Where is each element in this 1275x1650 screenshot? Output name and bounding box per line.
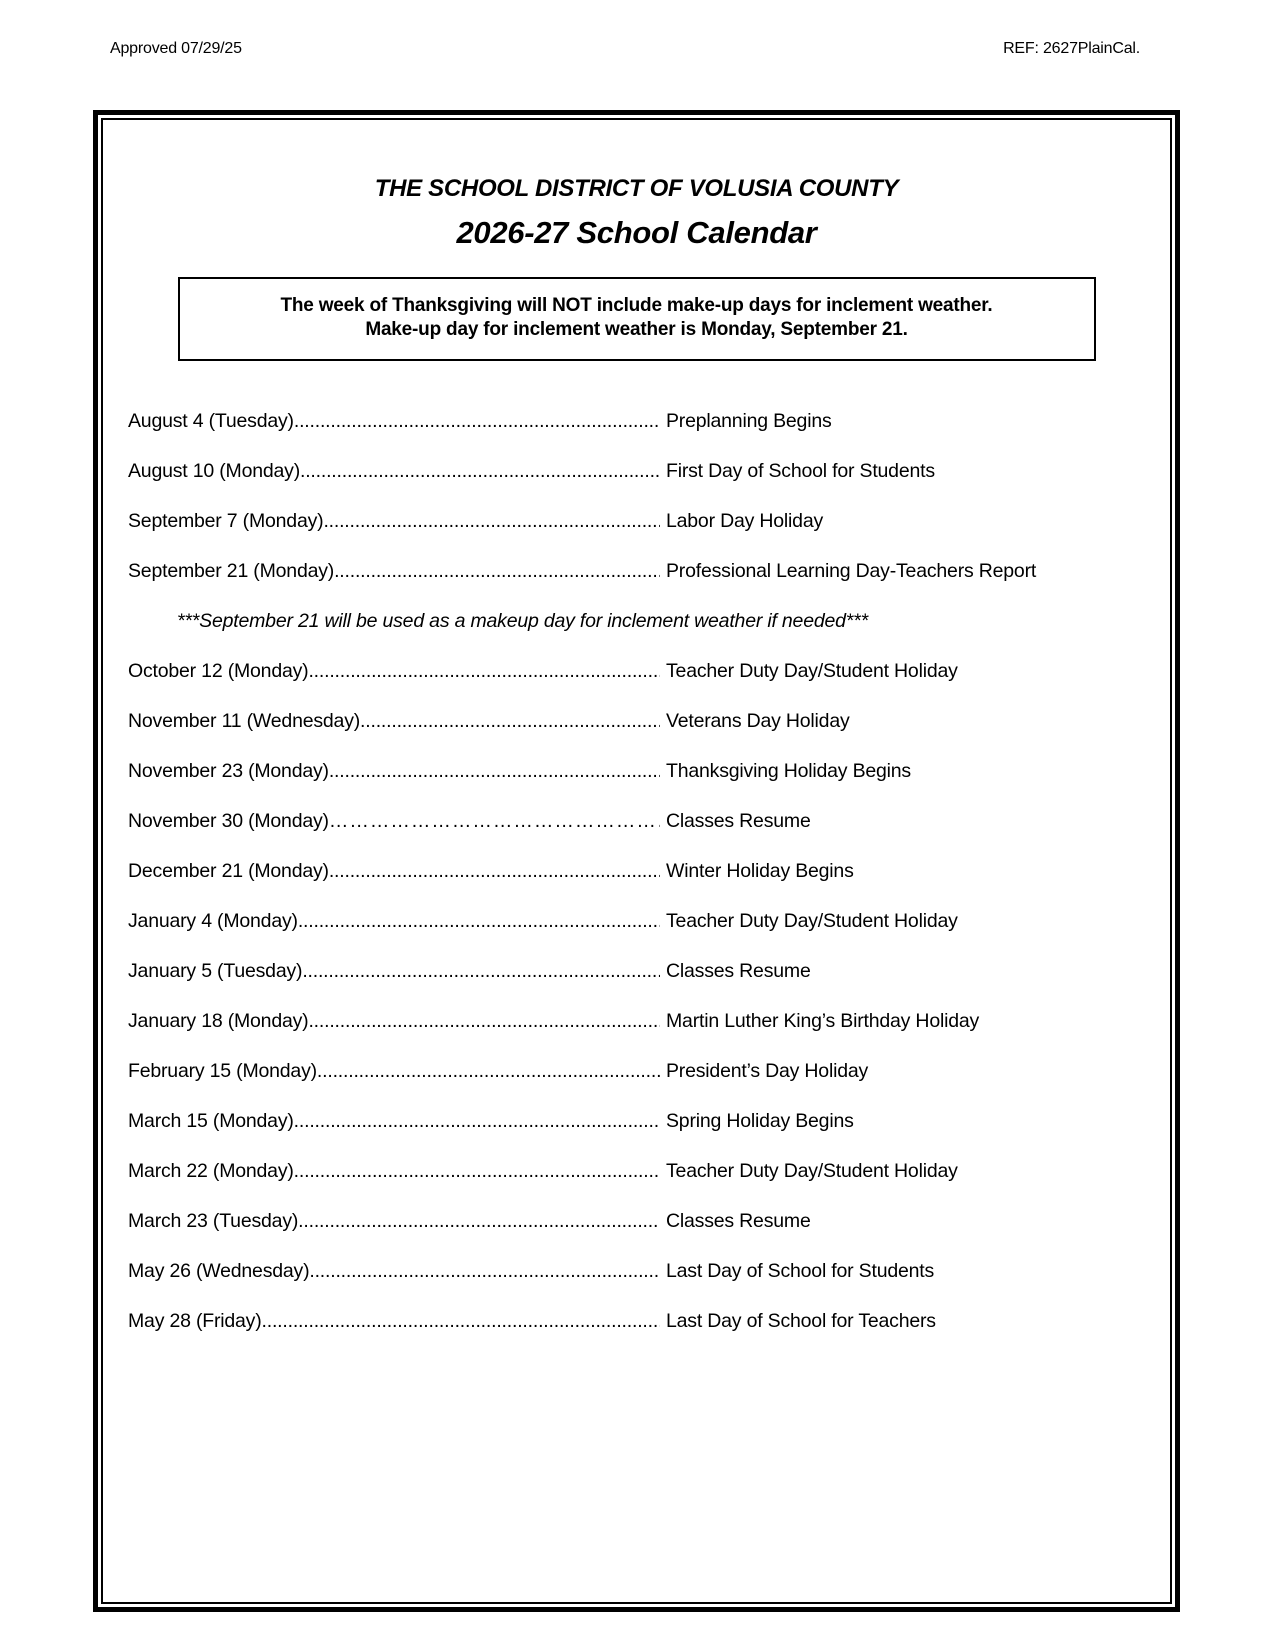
calendar-event: Winter Holiday Begins (666, 860, 854, 882)
calendar-event: Spring Holiday Begins (666, 1110, 854, 1132)
calendar-date: September 21 (Monday) (128, 560, 335, 582)
calendar-row-left (128, 1009, 660, 1033)
calendar-event: Last Day of School for Students (666, 1260, 935, 1282)
calendar-event: Classes Resume (666, 1210, 811, 1232)
calendar-event: First Day of School for Students (666, 460, 935, 482)
calendar-date: August 10 (Monday) (128, 460, 300, 482)
calendar-row (128, 859, 1150, 909)
dot-leader (323, 509, 660, 533)
dot-leader (329, 859, 660, 883)
calendar-date: January 4 (Monday) (128, 910, 298, 932)
dot-leader (294, 409, 660, 433)
calendar-row-left (128, 1309, 660, 1333)
dot-leader (329, 759, 660, 783)
weather-notice-box (178, 277, 1096, 361)
dot-leader (360, 709, 660, 733)
calendar-row-left (128, 909, 660, 933)
calendar-row (128, 1109, 1150, 1159)
calendar-date: May 26 (Wednesday) (128, 1260, 310, 1282)
calendar-row (128, 809, 1150, 859)
district-title: THE SCHOOL DISTRICT OF VOLUSIA COUNTY (374, 175, 899, 202)
calendar-date: September 7 (Monday) (128, 510, 324, 532)
calendar-date: October 12 (Monday) (128, 660, 309, 682)
calendar-row-left (128, 859, 660, 883)
approved-date-label: Approved 07/29/25 (110, 40, 242, 57)
page-title: 2026-27 School Calendar (456, 215, 817, 250)
calendar-row (128, 659, 1150, 709)
calendar-date: November 30 (Monday) (128, 810, 329, 832)
document-border-frame (93, 110, 1180, 1612)
calendar-date: March 22 (Monday) (128, 1160, 294, 1182)
calendar-date: November 23 (Monday) (128, 760, 329, 782)
calendar-event: Thanksgiving Holiday Begins (666, 760, 911, 782)
calendar-date: January 18 (Monday) (128, 1010, 309, 1032)
weather-notice-line1: The week of Thanksgiving will NOT include make-up days for inclement weather. (280, 295, 993, 316)
calendar-row-left (128, 759, 660, 783)
dot-leader (298, 1209, 660, 1233)
calendar-row (128, 1059, 1150, 1109)
dot-leader (308, 1009, 660, 1033)
calendar-row-left (128, 509, 660, 533)
calendar-row-left (128, 809, 660, 833)
dot-leader (309, 1259, 660, 1283)
calendar-row (128, 559, 1150, 609)
calendar-row-left (128, 1059, 660, 1083)
calendar-row-left (128, 709, 660, 733)
calendar-event: Classes Resume (666, 810, 811, 832)
dot-leader (262, 1309, 660, 1333)
dot-leader (294, 1159, 660, 1183)
calendar-event: Veterans Day Holiday (666, 710, 850, 732)
calendar-row (128, 909, 1150, 959)
calendar-event: Teacher Duty Day/Student Holiday (666, 910, 958, 932)
calendar-event: Preplanning Begins (666, 410, 832, 432)
calendar-date-list (128, 409, 1150, 1359)
calendar-row (128, 1259, 1150, 1309)
calendar-date: February 15 (Monday) (128, 1060, 317, 1082)
calendar-date: March 23 (Tuesday) (128, 1210, 299, 1232)
weather-notice-line2: Make-up day for inclement weather is Monday, September 21. (365, 319, 908, 340)
calendar-date: August 4 (Tuesday) (128, 410, 294, 432)
dot-leader (300, 459, 660, 483)
calendar-event: President’s Day Holiday (666, 1060, 869, 1082)
calendar-row-left (128, 1109, 660, 1133)
calendar-date: November 11 (Wednesday) (128, 710, 361, 732)
calendar-row-left (128, 1209, 660, 1233)
dot-leader (294, 1109, 660, 1133)
calendar-row-left (128, 459, 660, 483)
calendar-row-left (128, 409, 660, 433)
calendar-row (128, 709, 1150, 759)
page-margin-header (110, 40, 1140, 58)
dot-leader (298, 909, 660, 933)
dot-leader (334, 559, 660, 583)
calendar-row-left (128, 659, 660, 683)
calendar-row (128, 1209, 1150, 1259)
dot-leader (308, 659, 660, 683)
calendar-row (128, 759, 1150, 809)
calendar-row (128, 459, 1150, 509)
calendar-event: Teacher Duty Day/Student Holiday (666, 1160, 958, 1182)
calendar-row-left (128, 559, 660, 583)
calendar-date: January 5 (Tuesday) (128, 960, 303, 982)
ref-label: REF: 2627PlainCal. (1003, 40, 1140, 57)
calendar-event: Classes Resume (666, 960, 811, 982)
calendar-row (128, 1159, 1150, 1209)
calendar-event: Teacher Duty Day/Student Holiday (666, 660, 958, 682)
calendar-row-left (128, 959, 660, 983)
calendar-date: May 28 (Friday) (128, 1310, 262, 1332)
calendar-row-left (128, 1259, 660, 1283)
makeup-day-note: ***September 21 will be used as a makeup day for inclement weather if needed*** (177, 610, 868, 632)
calendar-row (128, 409, 1150, 459)
calendar-event: Last Day of School for Teachers (666, 1310, 936, 1332)
dot-leader (329, 809, 660, 833)
document-content (101, 118, 1172, 1604)
calendar-row (128, 509, 1150, 559)
calendar-row-left (128, 1159, 660, 1183)
calendar-row (128, 959, 1150, 1009)
calendar-event: Martin Luther King’s Birthday Holiday (666, 1010, 980, 1032)
calendar-date: March 15 (Monday) (128, 1110, 294, 1132)
dot-leader (302, 959, 660, 983)
calendar-event: Professional Learning Day-Teachers Report (666, 560, 1037, 582)
calendar-event: Labor Day Holiday (666, 510, 824, 532)
dot-leader (317, 1059, 660, 1083)
calendar-row (128, 1009, 1150, 1059)
calendar-date: December 21 (Monday) (128, 860, 329, 882)
calendar-row (128, 1309, 1150, 1359)
